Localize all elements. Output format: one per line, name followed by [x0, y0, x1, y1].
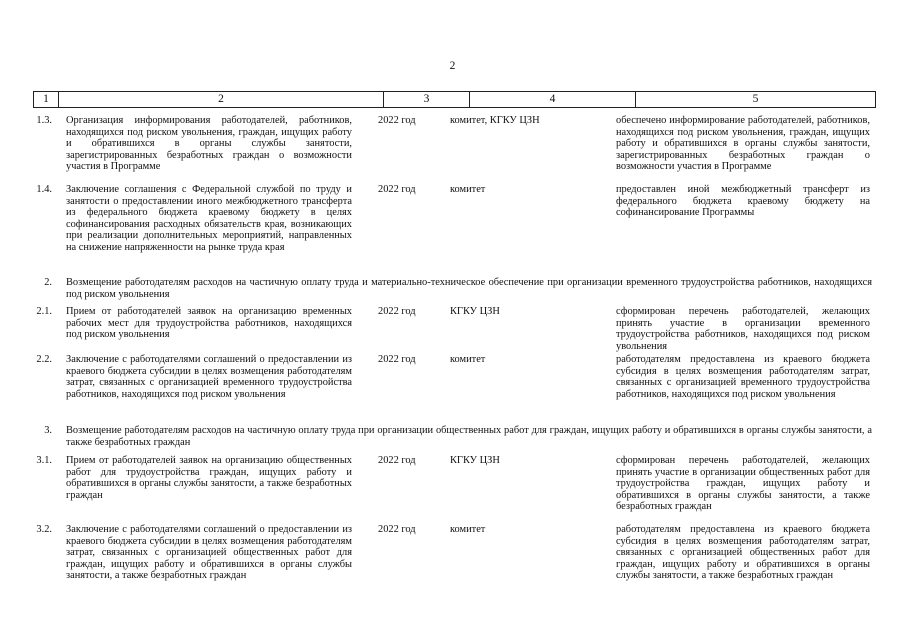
row-3-1-result: сформирован перечень работодателей, желающих принять участие в организации общественных работ для трудоустройства граждан, ищущих работу и обратившихся в органы службы занятости, а также безработных граждан: [616, 455, 870, 513]
table-header-row: [33, 91, 876, 108]
row-3-2-year: 2022 год: [378, 524, 416, 535]
row-2-1-executor: КГКУ ЦЗН: [450, 306, 500, 317]
page-number: 2: [449, 60, 456, 72]
row-3-1-executor: КГКУ ЦЗН: [450, 455, 500, 466]
row-2-1-description: Прием от работодателей заявок на организацию временных рабочих мест для трудоустройства работников, находящихся под риском увольнения: [66, 306, 352, 341]
section-3-title: Возмещение работодателям расходов на частичную оплату труда при организации общественных работ для граждан, ищущих работу и обратившихся в органы службы занятости, а также безработных граждан: [66, 425, 872, 448]
row-3-1-description: Прием от работодателей заявок на организацию общественных работ для трудоустройства граждан, ищущих работу и обратившихся в органы службы занятости, а также безработных граждан: [66, 455, 352, 501]
header-col-1: 1: [34, 92, 59, 107]
row-1-4-description: Заключение соглашения с Федеральной службой по труду и занятости о предоставлении иного межбюджетного трансферта из федерального бюджета краевому бюджету в целях софинансирования расходных обязательств края, возникающих при реализации дополнительных мероприятий, направленных на снижение напряженности на рынке труда края: [66, 184, 352, 253]
row-3-2-executor: комитет: [450, 524, 486, 535]
row-1-3-year: 2022 год: [378, 115, 416, 126]
row-3-2-number: 3.2.: [36, 524, 52, 535]
row-1-4-number: 1.4.: [36, 184, 52, 195]
row-1-3-description: Организация информирования работодателей, работников, находящихся под риском увольнения, граждан, ищущих работу и обратившихся в органы службы занятости, зарегистрированных безработных граждан о возможности участия в Программе: [66, 115, 352, 173]
row-1-3-executor: комитет, КГКУ ЦЗН: [450, 115, 540, 126]
section-3-number: 3.: [44, 425, 52, 436]
row-1-4-executor: комитет: [450, 184, 486, 195]
row-2-1-result: сформирован перечень работодателей, желающих принять участие в организации временного трудоустройства работников, находящихся под риском увольнения: [616, 306, 870, 352]
row-2-1-year: 2022 год: [378, 306, 416, 317]
section-2-title: Возмещение работодателям расходов на частичную оплату труда и материально-техническое обеспечение при организации временного трудоустройства работников, находящихся под риском увольнения: [66, 277, 872, 300]
row-2-2-description: Заключение с работодателями соглашений о предоставлении из краевого бюджета субсидии в целях возмещения работодателям затрат, связанных с организацией временного трудоустройства работников, находящихся под риском увольнения: [66, 354, 352, 400]
row-2-2-number: 2.2.: [36, 354, 52, 365]
row-1-3-number: 1.3.: [36, 115, 52, 126]
row-3-1-number: 3.1.: [36, 455, 52, 466]
row-2-2-result: работодателям предоставлена из краевого бюджета субсидия в целях возмещения работодателям затрат, связанных с организацией временного трудоустройства работников, находящихся под риском увольнения: [616, 354, 870, 400]
section-2-number: 2.: [44, 277, 52, 288]
header-col-4: 4: [470, 92, 636, 107]
row-2-1-number: 2.1.: [36, 306, 52, 317]
header-col-2: 2: [59, 92, 384, 107]
row-1-4-year: 2022 год: [378, 184, 416, 195]
row-2-2-executor: комитет: [450, 354, 486, 365]
row-3-2-result: работодателям предоставлена из краевого бюджета субсидия в целях возмещения работодателям затрат, связанных с организацией общественных работ для граждан, ищущих работу и обратившихся в органы службы занятости, а также безработных граждан: [616, 524, 870, 582]
row-3-1-year: 2022 год: [378, 455, 416, 466]
header-col-3: 3: [384, 92, 470, 107]
row-3-2-description: Заключение с работодателями соглашений о предоставлении из краевого бюджета субсидии в целях возмещения работодателям затрат, связанных с организацией общественных работ для граждан, ищущих работу и обратившихся в органы службы занятости, а также безработных граждан: [66, 524, 352, 582]
header-col-5: 5: [752, 93, 759, 105]
row-2-2-year: 2022 год: [378, 354, 416, 365]
row-1-4-result: предоставлен иной межбюджетный трансферт из федерального бюджета краевому бюджету на софинансирование Программы: [616, 184, 870, 219]
row-1-3-result: обеспечено информирование работодателей, работников, находящихся под риском увольнения, граждан, ищущих работу и обратившихся в органы службы занятости, зарегистрированных безработных граждан о возможности участия в Программе: [616, 115, 870, 173]
